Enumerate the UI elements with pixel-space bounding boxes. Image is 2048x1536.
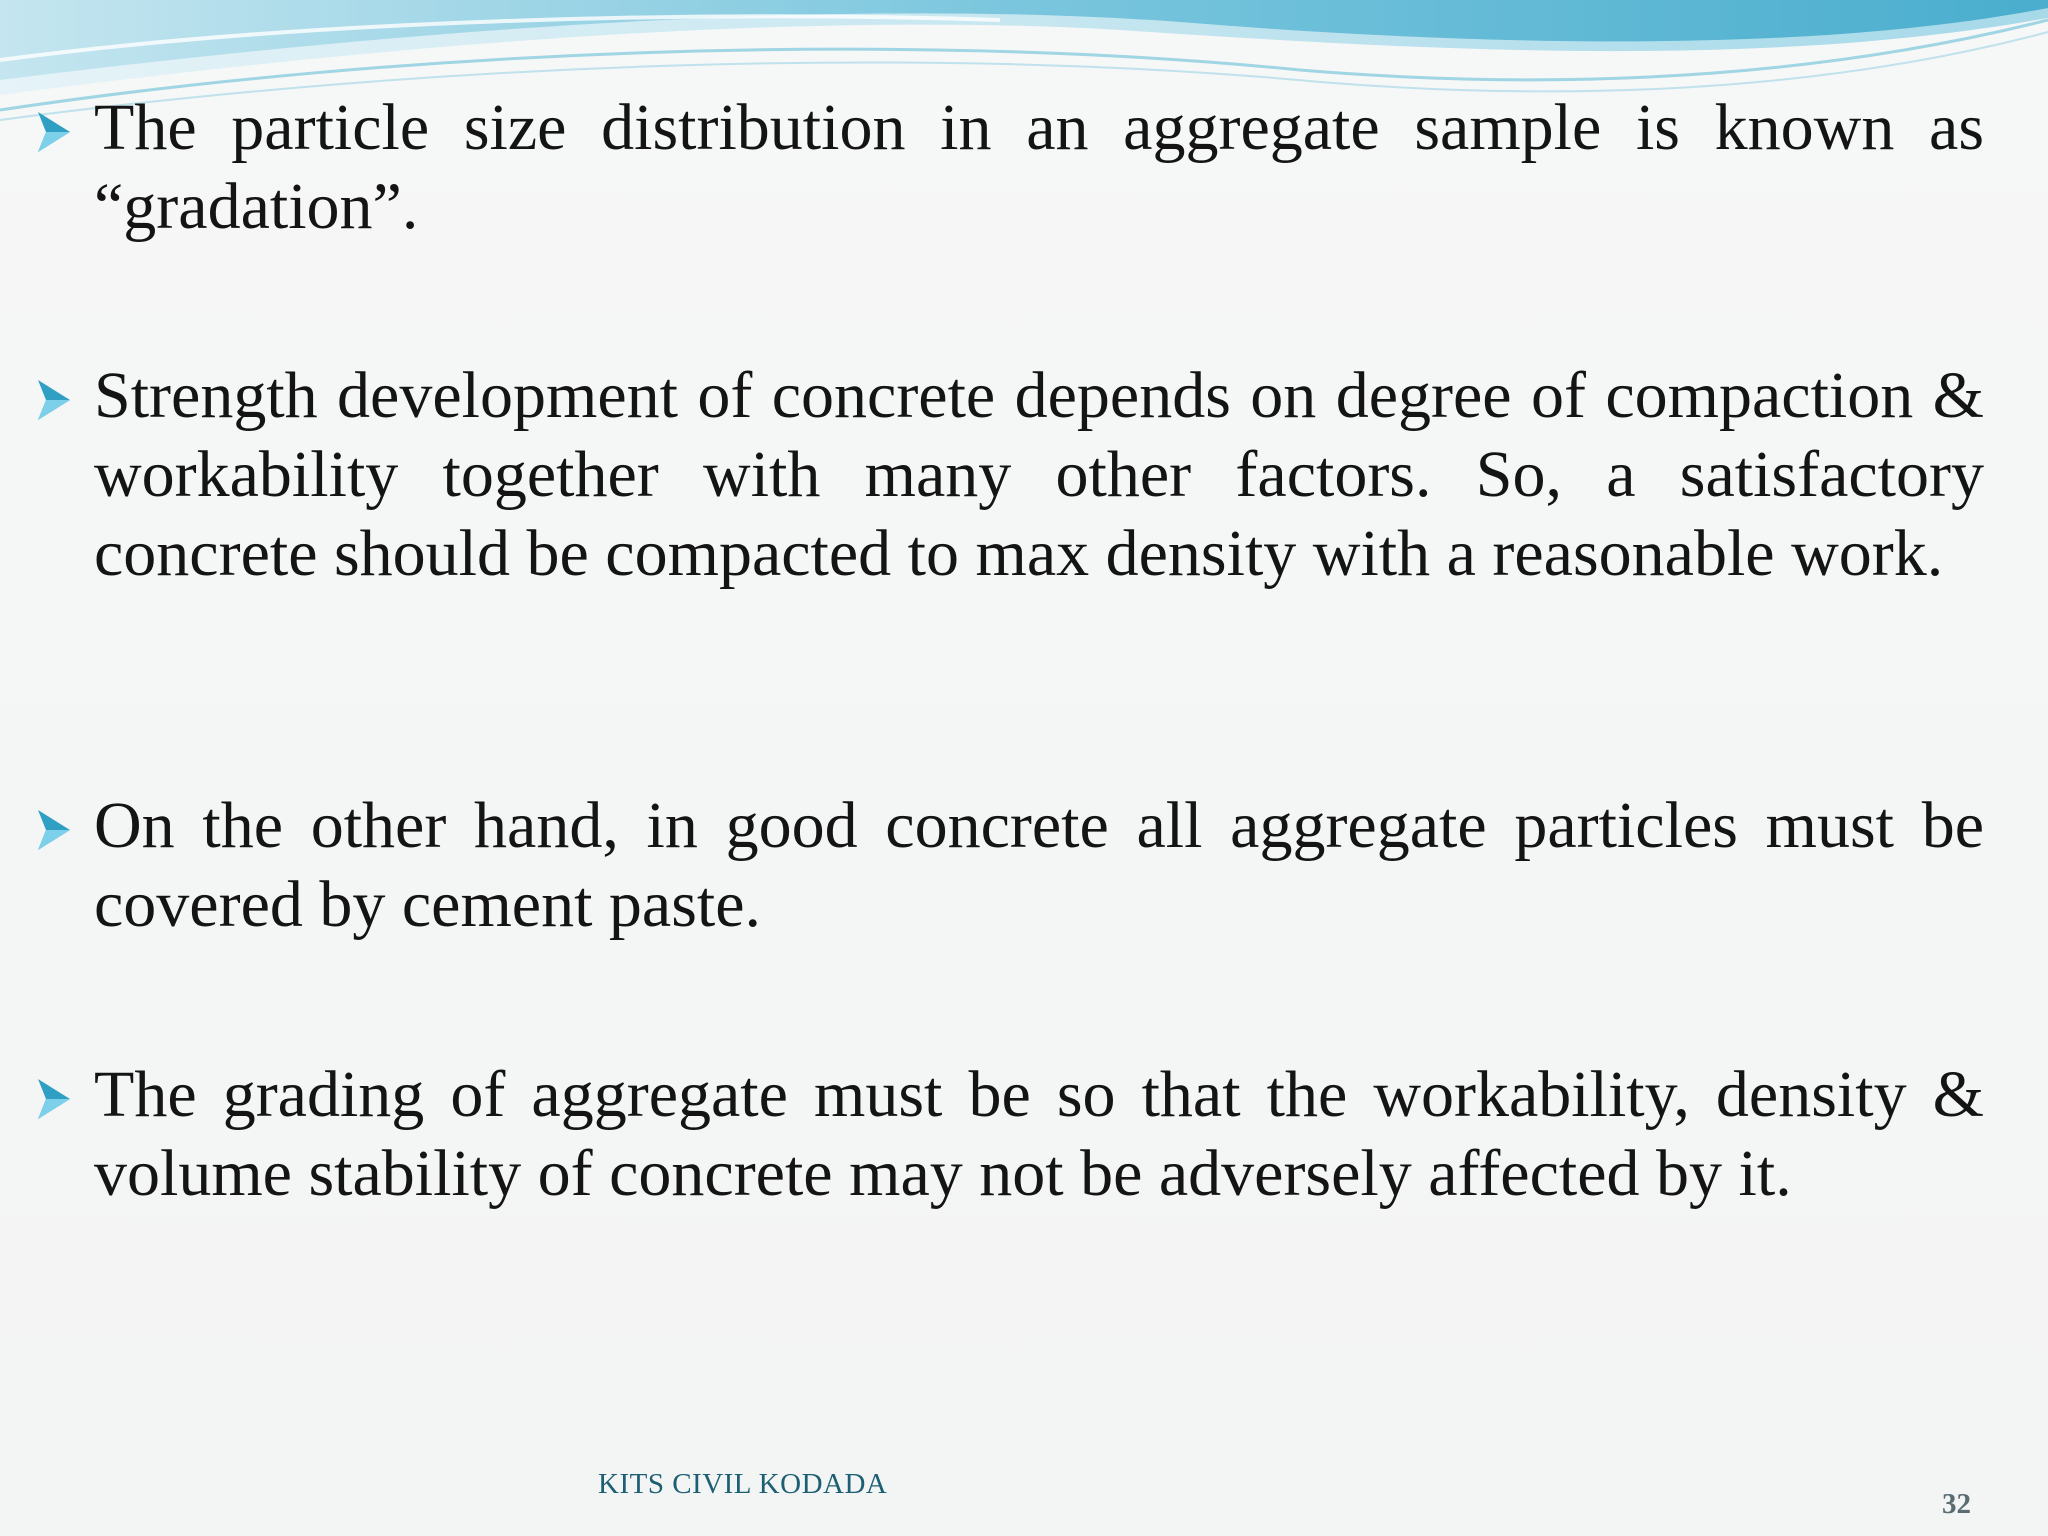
bullet-text: The grading of aggregate must be so that the workability, density & volume stability of concrete may not be adversely affected by it.: [94, 1058, 1984, 1210]
arrow-bullet-icon: [32, 1069, 92, 1129]
arrow-bullet-icon: [32, 800, 92, 860]
arrow-bullet-icon: [32, 102, 92, 162]
slide-footer: KITS CIVIL KODADA: [598, 1468, 888, 1500]
bullet-text: On the other hand, in good concrete all aggregate particles must be covered by cement paste.: [94, 789, 1984, 941]
bullet-text: The particle size distribution in an aggregate sample is known as “gradation”.: [94, 91, 1984, 243]
arrow-bullet-icon: [32, 370, 92, 430]
slide-number: 32: [1942, 1488, 1971, 1520]
bullet-text: Strength development of concrete depends on degree of compaction & workability together with many other factors. So, a satisfactory concrete should be compacted to max density with a reasonable work.: [94, 359, 1984, 590]
